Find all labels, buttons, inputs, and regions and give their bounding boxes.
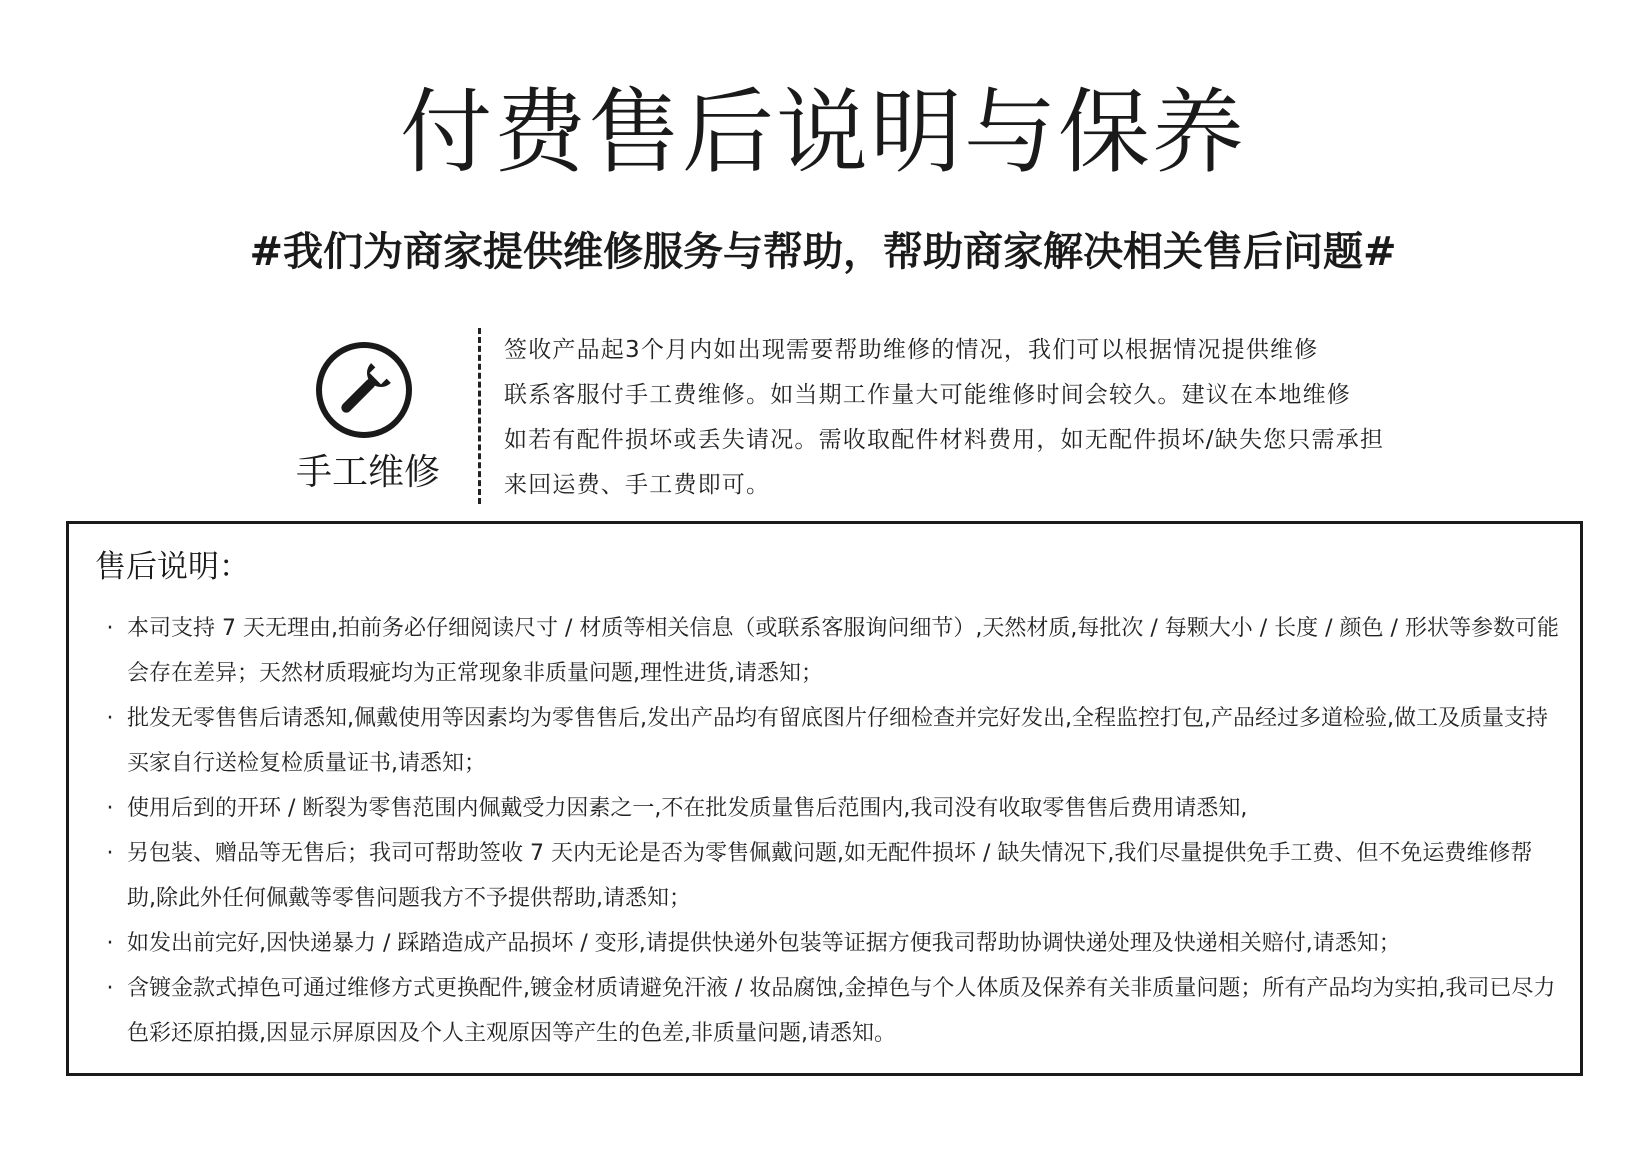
repair-text-line: 来回运费、手工费即可。 <box>504 472 771 498</box>
bullet: · <box>106 976 114 1001</box>
bullet: · <box>106 841 114 866</box>
list-item-text: 使用后到的开环 / 断裂为零售范围内佩戴受力因素之一,不在批发质量售后范围内,我司没有收取零售售后费用请悉知, <box>127 796 1248 821</box>
wrench-icon <box>314 340 414 440</box>
manual-repair-label: 手工维修 <box>295 452 440 493</box>
list-item <box>99 966 1559 1056</box>
list-item <box>99 921 1559 966</box>
page-title: 付费售后说明与保养 <box>399 79 1246 186</box>
bullet: · <box>106 616 114 641</box>
repair-text-line: 如若有配件损坏或丢失请况。需收取配件材料费用，如无配件损坏/缺失您只需承担 <box>504 427 1385 453</box>
page-subtitle: #我们为商家提供维修服务与帮助，帮助商家解决相关售后问题# <box>249 229 1397 275</box>
list-item-text: 批发无零售售后请悉知,佩戴使用等因素均为零售售后,发出产品均有留底图片仔细检查并完好发出,全程监控打包,产品经过多道检验,做工及质量支持买家自行送检复检质量证书,请悉知； <box>127 706 1548 776</box>
notes-heading: 售后说明： <box>95 549 250 585</box>
list-item-text: 另包装、赠品等无售后；我司可帮助签收 7 天内无论是否为零售佩戴问题,如无配件损坏 / 缺失情况下,我们尽量提供免手工费、但不免运费维修帮助,除此外任何佩戴等零售问题我方不予提供帮助,请悉知； <box>127 841 1533 911</box>
list-item <box>99 786 1559 831</box>
dashed-divider <box>478 328 481 504</box>
repair-text-line: 联系客服付手工费维修。如当期工作量大可能维修时间会较久。建议在本地维修 <box>504 382 1351 408</box>
list-item-text: 如发出前完好,因快递暴力 / 踩踏造成产品损坏 / 变形,请提供快递外包装等证据方便我司帮助协调快递处理及快递相关赔付,请悉知； <box>127 931 1401 956</box>
list-item <box>99 606 1559 696</box>
list-item-text: 含镀金款式掉色可通过维修方式更换配件,镀金材质请避免汗液 / 妆品腐蚀,金掉色与个人体质及保养有关非质量问题；所有产品均为实拍,我司已尽力色彩还原拍摄,因显示屏原因及个人主观原因等产生的色差,非质量问题,请悉知。 <box>127 976 1556 1046</box>
bullet: · <box>106 796 114 821</box>
bullet: · <box>106 706 114 731</box>
repair-text-line: 签收产品起3个月内如出现需要帮助维修的情况，我们可以根据情况提供维修 <box>504 337 1319 363</box>
notes-list <box>99 606 1559 1056</box>
list-item-text: 本司支持 7 天无理由,拍前务必仔细阅读尺寸 / 材质等相关信息（或联系客服询问细节）,天然材质,每批次 / 每颗大小 / 长度 / 颜色 / 形状等参数可能会存在差异；天然材质瑕疵均为正常现象非质量问题,理性进货,请悉知； <box>127 616 1559 686</box>
list-item <box>99 831 1559 921</box>
list-item <box>99 696 1559 786</box>
manual-repair-section <box>282 328 1482 506</box>
bullet: · <box>106 931 114 956</box>
after-sales-notes-box <box>66 521 1583 1076</box>
manual-repair-description <box>504 328 1484 508</box>
